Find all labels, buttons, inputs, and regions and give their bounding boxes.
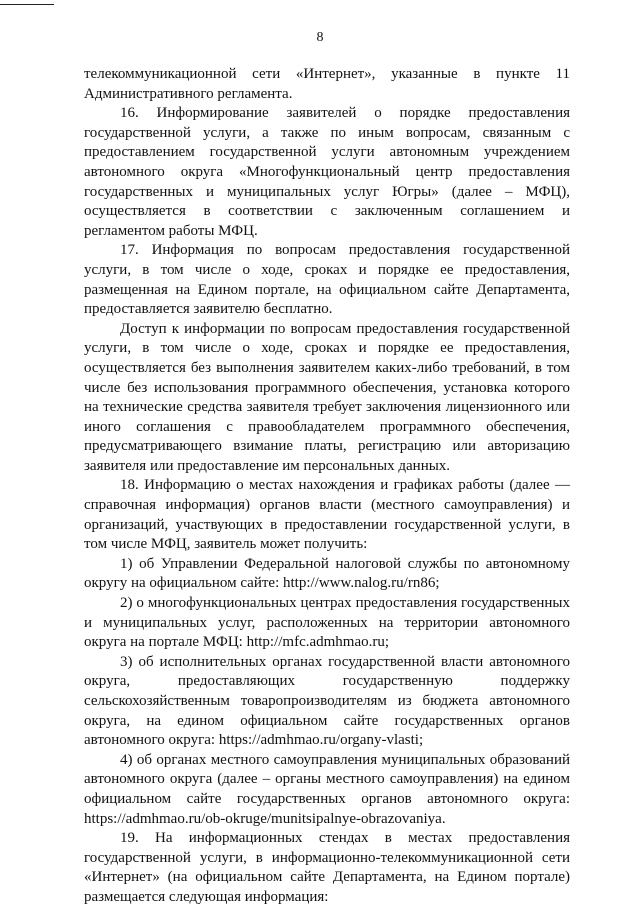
paragraph-19: 19. На информационных стендах в местах предоставления государственной услуги, в информационно-телекоммуникационной сети «Интернет» (на официальном сайте Департамента, на Едином портале) размещается следующая информация: <box>84 830 570 905</box>
paragraph-18-item-1: 1) об Управлении Федеральной налоговой службы по автономному округу на официальном сайте: http://www.nalog.ru/rn86; <box>84 555 570 592</box>
paragraph-18-item-3: 3) об исполнительных органах государственной власти автономного округа, предоставляющих государственную поддержку сельскохозяйственным товаропроизводителям из бюджета автономного округа, на едином официальном сайте государственных органов автономного округа: https://admhmao.ru/organy-vlasti; <box>84 653 570 749</box>
page-number: 8 <box>316 30 324 45</box>
paragraph-17-access: Доступ к информации по вопросам предоставления государственной услуги, в том числе о ходе, сроках и порядке ее предоставления, осуществляется без выполнения заявителем каких-либо требований, в том числе без использования программного обеспечения, установка которого на технические средства заявителя требует заключения лицензионного или иного соглашения с правообладателем программного обеспечения, предусматривающего взимание платы, регистрацию или авторизацию заявителя или предоставление им персональных данных. <box>84 320 570 474</box>
paragraph-18: 18. Информацию о местах нахождения и графиках работы (далее — справочная информация) органов власти (местного самоуправления) и организаций, участвующих в предоставлении государственной услуги, в том числе МФЦ, заявитель может получить: <box>84 477 570 553</box>
paragraph-18-item-4: 4) об органах местного самоуправления муниципальных образований автономного округа (далее – органы местного самоуправления) на едином официальном сайте государственных органов автономного округа: https://admhmao.ru/ob-okruge/munitsipalnye-obrazovaniya. <box>84 751 570 827</box>
paragraph-17: 17. Информация по вопросам предоставления государственной услуги, в том числе о ходе, сроках и порядке ее предоставления, размещенная на Едином портале, на официальном сайте Департамента, предоставляется заявителю бесплатно. <box>84 242 570 318</box>
paragraph-18-item-2: 2) о многофункциональных центрах предоставления государственных и муниципальных услуг, расположенных на территории автономного округа на портале МФЦ: http://mfc.admhmao.ru; <box>84 595 570 651</box>
paragraph-continuation: телекоммуникационной сети «Интернет», указанные в пункте 11 Административного регламента. <box>84 66 570 102</box>
scan-corner-line <box>0 4 54 5</box>
document-body <box>84 65 570 908</box>
paragraph-16: 16. Информирование заявителей о порядке предоставления государственной услуги, а также по иным вопросам, связанным с предоставлением государственной услуги автономным учреждением автономного округа «Многофункциональный центр предоставления государственных и муниципальных услуг Югры» (далее – МФЦ), осуществляется в соответствии с заключенным соглашением и регламентом работы МФЦ. <box>84 105 570 239</box>
